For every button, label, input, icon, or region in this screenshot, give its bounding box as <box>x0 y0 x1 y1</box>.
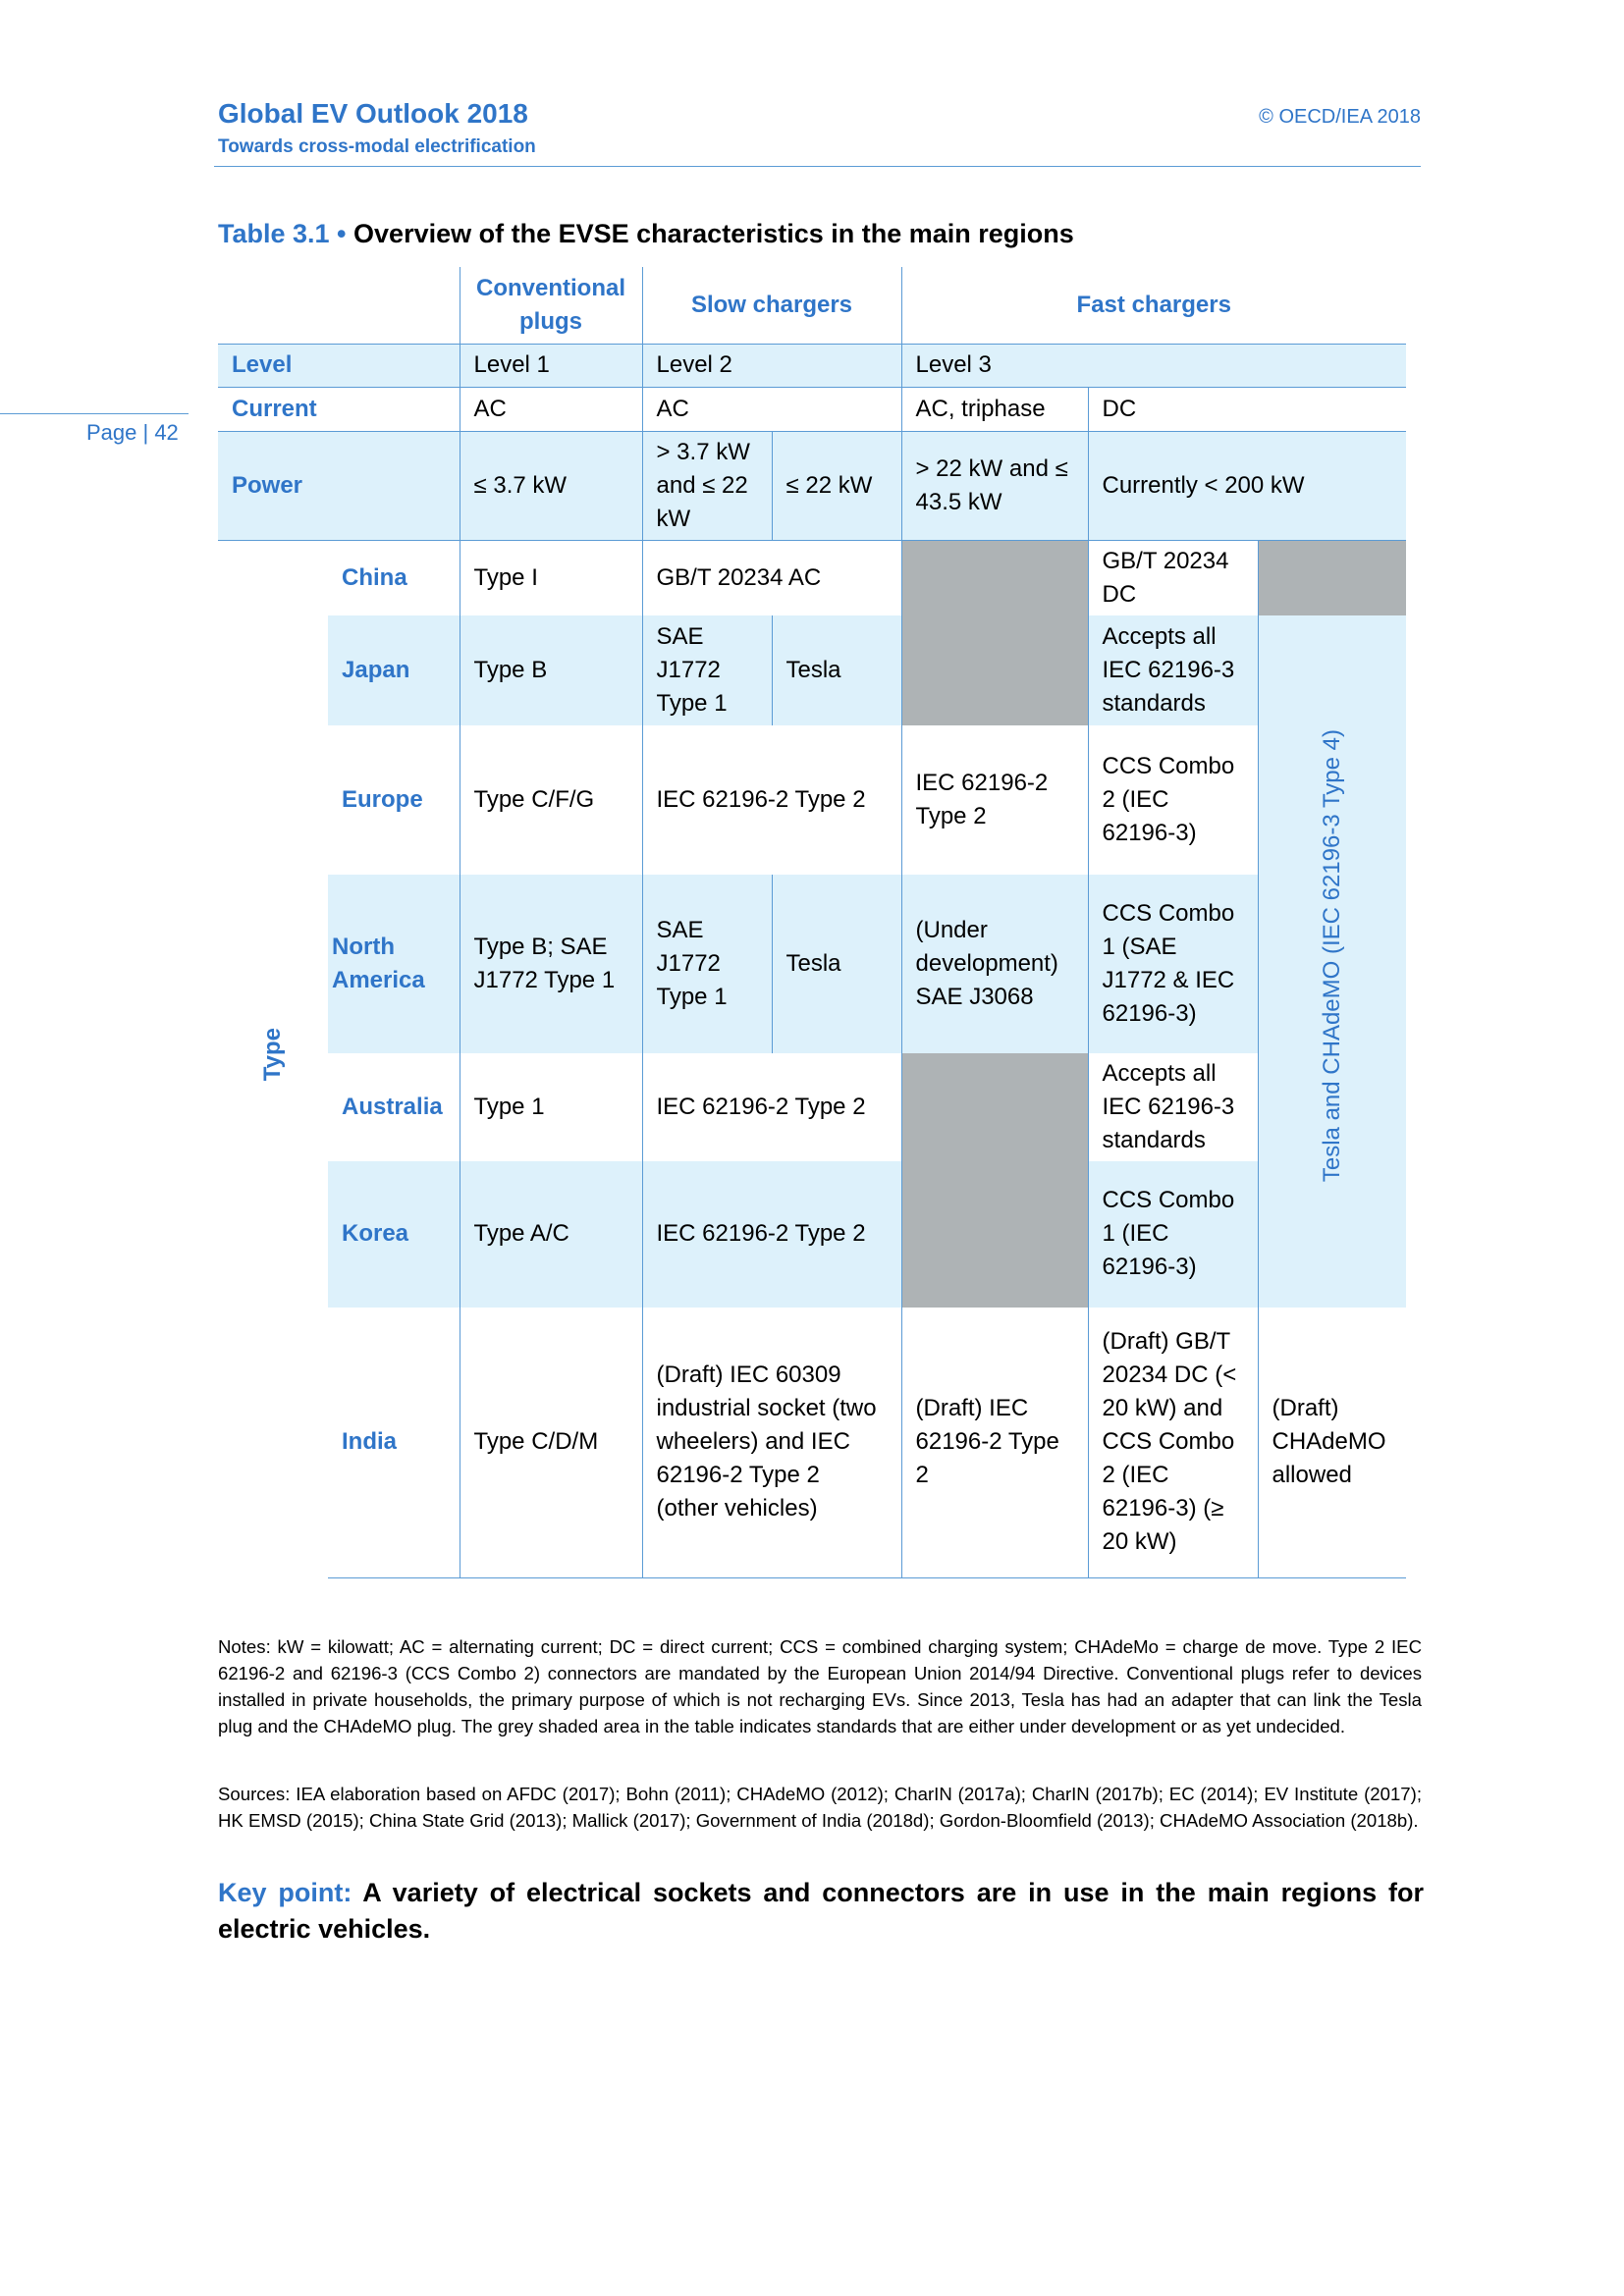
region-australia: Australia <box>342 1093 443 1120</box>
report-title: Global EV Outlook 2018 <box>218 98 528 129</box>
col-header-slow: Slow chargers <box>642 267 901 344</box>
region-north-america: North America <box>332 933 425 993</box>
level-fast: Level 3 <box>901 344 1406 387</box>
power-conventional: ≤ 3.7 kW <box>460 431 642 540</box>
header-rule <box>214 166 1421 167</box>
tesla-chademo-cell <box>1258 615 1406 1308</box>
margin-rule <box>0 413 189 414</box>
current-slow: AC <box>642 387 901 431</box>
region-europe: Europe <box>342 785 423 813</box>
region-japan: Japan <box>342 656 410 683</box>
china-fast-ac-grey <box>901 540 1088 615</box>
japan-slow-b: Tesla <box>772 615 901 725</box>
australia-conventional: Type 1 <box>460 1053 642 1161</box>
region-china: China <box>342 563 407 591</box>
level-slow: Level 2 <box>642 344 901 387</box>
region-india: India <box>328 1308 460 1578</box>
col-header-conventional: Conventional plugs <box>460 267 642 344</box>
india-conventional: Type C/D/M <box>460 1308 642 1578</box>
australia-fast-dc: Accepts all IEC 62196-3 standards <box>1088 1053 1258 1161</box>
current-fast-ac: AC, triphase <box>901 387 1088 431</box>
page-number: Page | 42 <box>86 420 179 445</box>
australia-slow: IEC 62196-2 Type 2 <box>642 1053 901 1161</box>
power-fast-ac: > 22 kW and ≤ 43.5 kW <box>901 431 1088 540</box>
europe-fast-ac: IEC 62196-2 Type 2 <box>901 725 1088 875</box>
europe-conventional: Type C/F/G <box>460 725 642 875</box>
china-conventional: Type I <box>460 540 642 615</box>
key-point-text: A variety of electrical sockets and connectors are in use in the main regions for electric vehicles. <box>218 1878 1424 1944</box>
japan-conventional: Type B <box>460 615 642 725</box>
tesla-chademo-text: Tesla and CHAdeMO (IEC 62196-3 Type 4) <box>1318 729 1345 1183</box>
type-label-text: Type <box>259 1027 286 1082</box>
india-extra: (Draft) CHAdeMO allowed <box>1258 1308 1406 1578</box>
copyright: © OECD/IEA 2018 <box>1259 106 1421 128</box>
evse-table <box>218 267 1406 1578</box>
power-slow-b: ≤ 22 kW <box>772 431 901 540</box>
header-blank <box>218 267 460 344</box>
korea-slow: IEC 62196-2 Type 2 <box>642 1161 901 1308</box>
india-fast-dc: (Draft) GB/T 20234 DC (< 20 kW) and CCS Combo 2 (IEC 62196-3) (≥ 20 kW) <box>1088 1308 1258 1578</box>
power-fast-dc: Currently < 200 kW <box>1088 431 1406 540</box>
level-conventional: Level 1 <box>460 344 642 387</box>
china-slow: GB/T 20234 AC <box>642 540 901 615</box>
table-number: Table 3.1 • <box>218 219 347 248</box>
row-label-current: Current <box>218 387 460 431</box>
row-label-power: Power <box>218 431 460 540</box>
key-point-label: Key point: <box>218 1878 352 1907</box>
china-fast-dc: GB/T 20234 DC <box>1088 540 1258 615</box>
india-fast-ac: (Draft) IEC 62196-2 Type 2 <box>901 1308 1088 1578</box>
china-extra-grey <box>1258 540 1406 615</box>
korea-fast-ac-grey <box>901 1161 1088 1308</box>
col-header-fast: Fast chargers <box>901 267 1406 344</box>
current-fast-dc: DC <box>1088 387 1406 431</box>
korea-conventional: Type A/C <box>460 1161 642 1308</box>
north-america-slow-a: SAE J1772 Type 1 <box>642 875 772 1053</box>
japan-fast-ac-grey <box>901 615 1088 725</box>
north-america-slow-b: Tesla <box>772 875 901 1053</box>
table-title <box>218 219 1074 249</box>
sources: Sources: IEA elaboration based on AFDC (2017); Bohn (2011); CHAdeMO (2012); CharIN (2017a); CharIN (2017b); EC (2014); EV Institute (2017); HK EMSD (2015); China State Grid (2013); Mallick (2017); Government of India (2018d); Gordon-Bloomfield (2013); CHAdeMO Association (2018b). <box>218 1784 1422 1831</box>
europe-slow: IEC 62196-2 Type 2 <box>642 725 901 875</box>
north-america-conventional: Type B; SAE J1772 Type 1 <box>460 875 642 1053</box>
north-america-fast-ac: (Under development) SAE J3068 <box>901 875 1088 1053</box>
key-point <box>218 1875 1424 1948</box>
india-slow: (Draft) IEC 60309 industrial socket (two wheelers) and IEC 62196-2 Type 2 (other vehicles) <box>642 1308 901 1578</box>
table-caption: Overview of the EVSE characteristics in the main regions <box>353 219 1074 248</box>
power-slow-a: > 3.7 kW and ≤ 22 kW <box>642 431 772 540</box>
north-america-fast-dc: CCS Combo 1 (SAE J1772 & IEC 62196-3) <box>1088 875 1258 1053</box>
region-korea: Korea <box>342 1220 409 1247</box>
japan-slow-a: SAE J1772 Type 1 <box>642 615 772 725</box>
australia-fast-ac-grey <box>901 1053 1088 1161</box>
notes: Notes: kW = kilowatt; AC = alternating current; DC = direct current; CCS = combined charging system; CHAdeMo = charge de move. Type 2 IEC 62196-2 and 62196-3 (CCS Combo 2) connectors are mandated by the European Union 2014/94 Directive. Conventional plugs refer to devices installed in private households, the primary purpose of which is not recharging EVs. Since 2013, Tesla has had an adapter that can link the Tesla plug and the CHAdeMO plug. The grey shaded area in the table indicates standards that are either under development or as yet undecided. <box>218 1636 1422 1736</box>
korea-fast-dc: CCS Combo 1 (IEC 62196-3) <box>1088 1161 1258 1308</box>
row-label-level: Level <box>218 344 460 387</box>
current-conventional: AC <box>460 387 642 431</box>
report-subtitle: Towards cross-modal electrification <box>218 136 536 157</box>
type-label <box>218 540 328 1578</box>
europe-fast-dc: CCS Combo 2 (IEC 62196-3) <box>1088 725 1258 875</box>
japan-fast-dc: Accepts all IEC 62196-3 standards <box>1088 615 1258 725</box>
